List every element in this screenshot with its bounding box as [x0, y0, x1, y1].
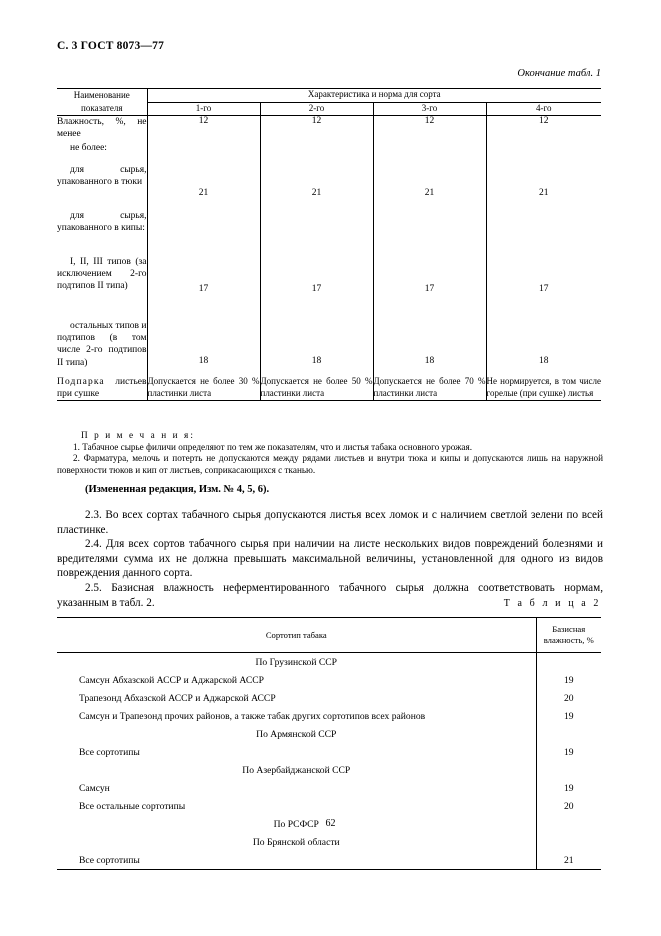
cell-grade-2: 18 [260, 320, 373, 376]
header-cell-grade-3: 3-го [373, 102, 486, 116]
row-label-group: По Грузинской ССР [255, 656, 337, 668]
table-row [57, 320, 601, 376]
row-label-bales-tyuki: для сырья, упакованного в тюки [57, 165, 147, 188]
row-label-item: Самсун Абхазской АССР и Аджарской АССР [79, 674, 264, 686]
row-label-not-more-than: не более: [70, 143, 107, 153]
clause-2-4: 2.4. Для всех сортов табачного сырья при наличии на листе нескольких видов повреждений болезнями и вредителями сумма их не должна превышать максимальной величины, установленной для одного из видов повреждения данного сорта. [57, 538, 603, 580]
clause-2-5: 2.5. Базисная влажность неферментированного табачного сырья должна соответствовать нормам, указанным в табл. 2. [57, 581, 603, 609]
table-row [57, 653, 601, 672]
table-row [57, 256, 601, 320]
page-number: 62 [325, 818, 336, 829]
note-item-2: 2. Фарматура, мелочь и потерть не допускаются между рядами листьев и внутри тюка и кипы и допускаются лишь на наружной поверхности тюков и кип от листьев, соприкасающихся с тканью. [57, 453, 603, 475]
cell-grade-2: 21 [260, 164, 373, 210]
row-label-group: По Армянской ССР [256, 728, 337, 740]
table-continuation-label: Окончание табл. 1 [517, 68, 601, 79]
header-cell-characteristic-group: Характеристика и норма для сорта [147, 89, 601, 103]
cell-grade-2: 17 [260, 256, 373, 320]
cell-grade-2 [260, 210, 373, 256]
row-label-item: Все сортотипы [79, 746, 140, 758]
row-label-item: Самсун [79, 782, 110, 794]
row-value: 19 [536, 779, 601, 797]
header-cell-tobacco-sort: Сортотип табака [57, 618, 536, 653]
cell-grade-3: Допускается не более 70 % пластинки листа [373, 376, 486, 401]
table-row [57, 671, 601, 689]
row-label-steaming: Подпарка листьев при сушке [57, 377, 147, 400]
notes-heading: П р и м е ч а н и я: [81, 430, 196, 440]
running-head: С. 3 ГОСТ 8073—77 [57, 40, 165, 52]
row-label-types-1-2-3: I, II, III типов (за исключением 2-го подтипов II типа) [57, 257, 147, 292]
table-row [57, 833, 601, 851]
cell-grade-4: 18 [486, 320, 601, 376]
cell-grade-3: 17 [373, 256, 486, 320]
table-row [57, 743, 601, 761]
table-row [57, 689, 601, 707]
table-1-header-row-group [57, 89, 601, 103]
cell-grade-4: 17 [486, 256, 601, 320]
row-value [536, 833, 601, 851]
cell-grade-3: 12 [373, 116, 486, 143]
cell-grade-3: 18 [373, 320, 486, 376]
row-value: 19 [536, 671, 601, 689]
row-value: 20 [536, 689, 601, 707]
cell-grade-4: 21 [486, 164, 601, 210]
header-cell-basic-humidity: Базисная влажность, % [536, 618, 601, 653]
header-cell-indicator-name: Наименование показателя [57, 89, 147, 116]
cell-grade-3: 21 [373, 164, 486, 210]
cell-grade-3 [373, 142, 486, 164]
cell-grade-4 [486, 142, 601, 164]
revision-note: (Измененная редакция, Изм. № 4, 5, 6). [85, 484, 270, 495]
table-row [57, 164, 601, 210]
cell-grade-4: 12 [486, 116, 601, 143]
table-2 [57, 617, 601, 870]
row-label-bales-kipy: для сырья, упакованного в кипы: [57, 211, 147, 234]
row-label-item: Самсун и Трапезонд прочих районов, а также табак других сортотипов всех районов [79, 710, 426, 722]
row-label-item: Трапезонд Абхазской АССР и Аджарской АССР [79, 692, 276, 704]
row-label-group: По РСФСР [273, 818, 319, 830]
table-row [57, 725, 601, 743]
row-label-group: По Брянской области [252, 836, 340, 848]
row-label-item: Все сортотипы [57, 851, 536, 870]
clause-block [57, 508, 603, 610]
table-2-header-row [57, 618, 601, 653]
cell-grade-1: 17 [147, 256, 260, 320]
row-value: 20 [536, 797, 601, 815]
cell-grade-1 [147, 142, 260, 164]
cell-grade-4 [486, 210, 601, 256]
cell-grade-2 [260, 142, 373, 164]
table-1 [57, 88, 601, 401]
row-value: 19 [536, 743, 601, 761]
table-row [57, 851, 601, 870]
table-row [57, 707, 601, 725]
table-row [57, 761, 601, 779]
table-2-label: Т а б л и ц а 2 [503, 598, 601, 609]
row-value: 19 [536, 707, 601, 725]
cell-grade-1 [147, 210, 260, 256]
cell-grade-1: 12 [147, 116, 260, 143]
table-row [57, 779, 601, 797]
row-value [536, 653, 601, 672]
row-label-humidity-min: Влажность, %, не менее [57, 117, 147, 140]
row-value [536, 761, 601, 779]
cell-grade-1: 21 [147, 164, 260, 210]
cell-grade-2: 12 [260, 116, 373, 143]
table-row [57, 376, 601, 401]
row-value [536, 725, 601, 743]
cell-grade-1: 18 [147, 320, 260, 376]
note-item-1: 1. Табачное сырье филичи определяют по тем же показателям, что и листья табака основного урожая. [73, 441, 473, 452]
header-cell-grade-1: 1-го [147, 102, 260, 116]
cell-grade-4: Не нормируется, в том числе горелые (при сушке) листья [486, 376, 601, 401]
table-notes [57, 430, 603, 476]
header-cell-grade-4: 4-го [486, 102, 601, 116]
cell-grade-1: Допускается не более 30 % пластинки листа [147, 376, 260, 401]
cell-grade-3 [373, 210, 486, 256]
table-row [57, 116, 601, 143]
table-row [57, 142, 601, 164]
header-cell-grade-2: 2-го [260, 102, 373, 116]
row-label-group: По Азербайджанской ССР [242, 764, 351, 776]
table-row [57, 210, 601, 256]
clause-2-3: 2.3. Во всех сортах табачного сырья допускаются листья всех ломок и с наличием светлой зелени по всей пластинке. [57, 509, 603, 536]
table-row [57, 797, 601, 815]
cell-grade-2: Допускается не более 50 % пластинки листа [260, 376, 373, 401]
row-value: 21 [536, 851, 601, 870]
row-label-other-types: остальных типов и подтипов (в том числе 2-го подтипов II типа) [57, 321, 147, 368]
row-label-item: Все остальные сортотипы [79, 800, 186, 812]
